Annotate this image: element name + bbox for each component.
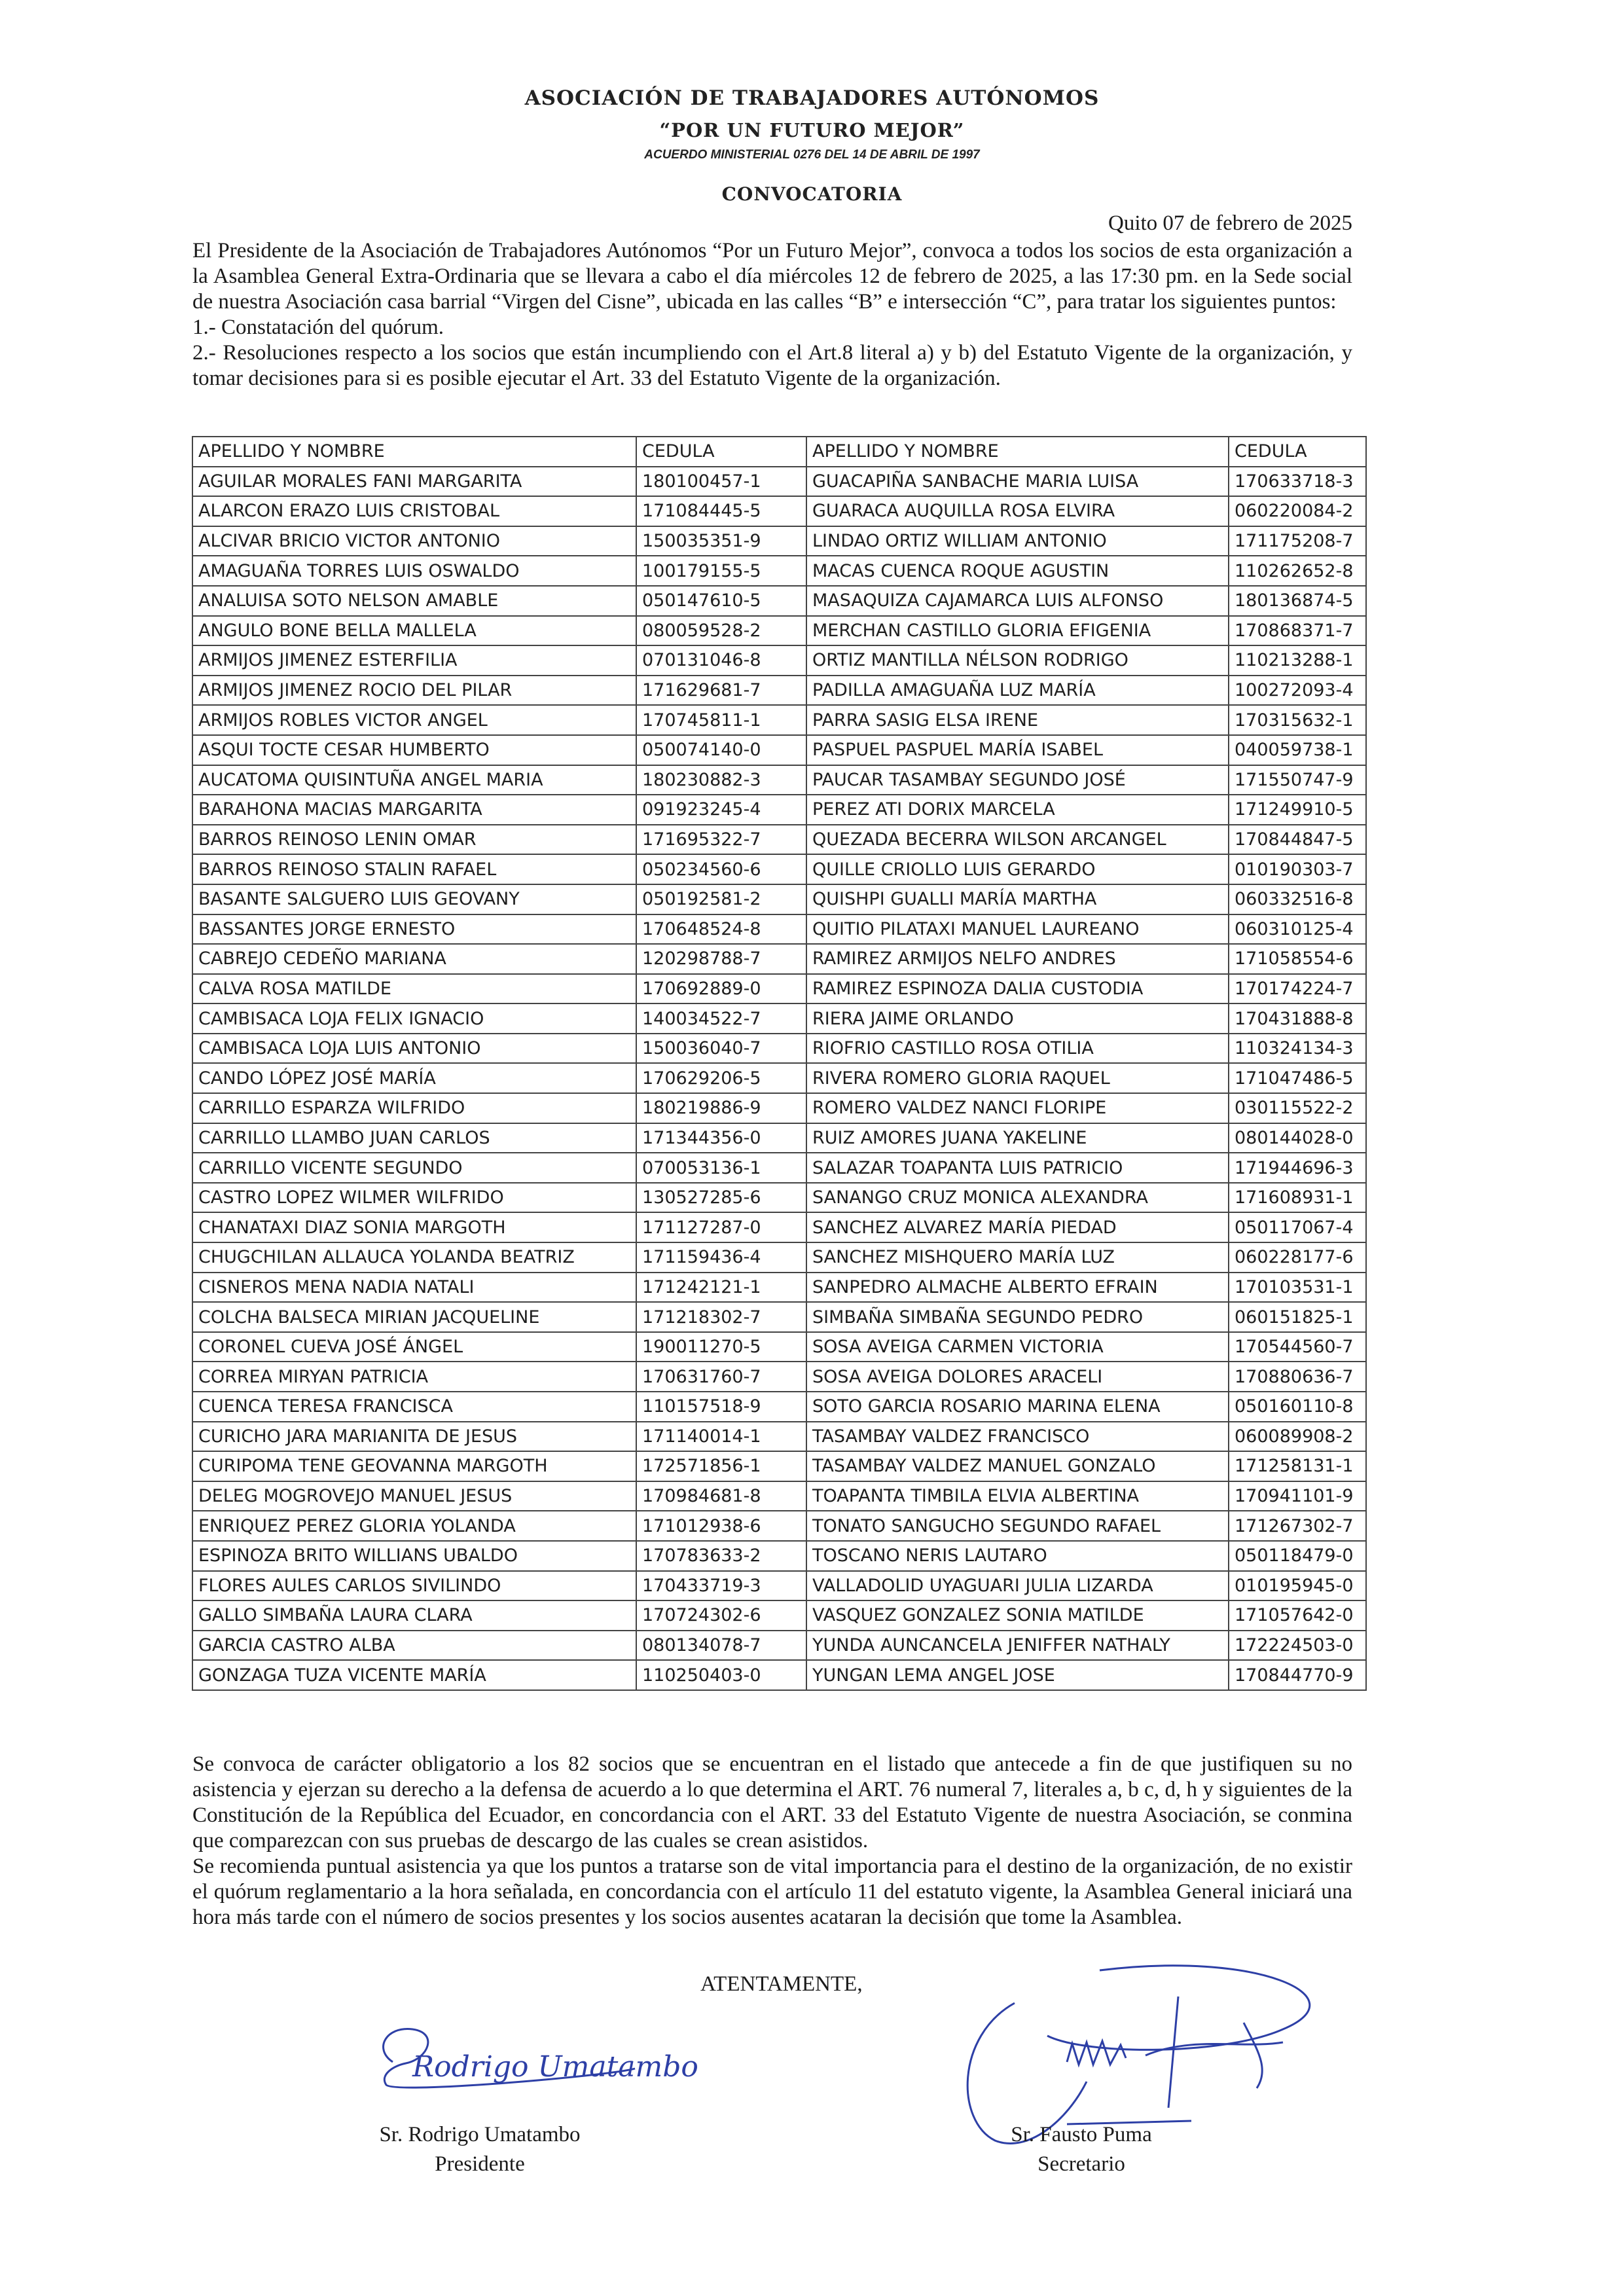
member-cedula-cell: 110324134-3 [1229,1034,1366,1064]
table-row [192,1003,1366,1034]
member-name-cell: ANGULO BONE BELLA MALLELA [192,616,636,646]
member-cedula-cell: 100179155-5 [636,556,806,586]
member-name-cell: RUIZ AMORES JUANA YAKELINE [806,1123,1229,1153]
member-cedula-cell: 171159436-4 [636,1242,806,1273]
member-name-cell: SOSA AVEIGA DOLORES ARACELI [806,1362,1229,1392]
member-name-cell: ALARCON ERAZO LUIS CRISTOBAL [192,496,636,526]
member-cedula-cell: 171267302-7 [1229,1511,1366,1541]
member-name-cell: CARRILLO ESPARZA WILFRIDO [192,1093,636,1123]
member-cedula-cell: 172571856-1 [636,1451,806,1481]
member-cedula-cell: 170433719-3 [636,1571,806,1601]
ministerial-agreement: ACUERDO MINISTERIAL 0276 DEL 14 DE ABRIL DE 1997 [644,148,980,162]
member-cedula-cell: 171012938-6 [636,1511,806,1541]
table-row [192,1123,1366,1153]
member-cedula-cell: 120298788-7 [636,944,806,974]
member-cedula-cell: 050234560-6 [636,854,806,884]
member-cedula-cell: 130527285-6 [636,1183,806,1213]
table-row [192,1392,1366,1422]
table-row [192,1600,1366,1631]
table-row [192,1422,1366,1452]
member-name-cell: SOSA AVEIGA CARMEN VICTORIA [806,1332,1229,1362]
member-name-cell: CALVA ROSA MATILDE [192,974,636,1004]
member-cedula-cell: 050147610-5 [636,586,806,616]
member-cedula-cell: 091923245-4 [636,795,806,825]
signatory-1-role: Presidente [435,2152,525,2176]
member-name-cell: ANALUISA SOTO NELSON AMABLE [192,586,636,616]
table-row [192,795,1366,825]
closing-paragraph-1: Se convoca de carácter obligatorio a los 82 socios que se encuentran en el listado que antecede a fin de que justifiquen su no asistencia y ejerzan su derecho a la defensa de acuerdo a lo que determina el ART. 76 numeral 7, literales a, b c, d, h y siguientes de la Constitución de la República del Ecuador, en concordancia con el ART. 33 del Estatuto Vigente de nuestra Asociación, se conmina que comparezcan con sus pruebas de descargo de las cuales se crean asistidos. [192,1752,1352,1852]
table-row [192,884,1366,914]
member-cedula-cell: 050160110-8 [1229,1392,1366,1422]
table-row [192,1302,1366,1332]
member-cedula-cell: 171242121-1 [636,1273,806,1303]
member-name-cell: PAUCAR TASAMBAY SEGUNDO JOSÉ [806,765,1229,795]
member-name-cell: VASQUEZ GONZALEZ SONIA MATILDE [806,1600,1229,1631]
member-name-cell: AUCATOMA QUISINTUÑA ANGEL MARIA [192,765,636,795]
member-cedula-cell: 180136874-5 [1229,586,1366,616]
member-cedula-cell: 170648524-8 [636,914,806,945]
member-cedula-cell: 060220084-2 [1229,496,1366,526]
signatory-2-role: Secretario [1038,2152,1125,2176]
member-name-cell: CISNEROS MENA NADIA NATALI [192,1273,636,1303]
member-name-cell: CHUGCHILAN ALLAUCA YOLANDA BEATRIZ [192,1242,636,1273]
member-name-cell: CURIPOMA TENE GEOVANNA MARGOTH [192,1451,636,1481]
member-cedula-cell: 180100457-1 [636,467,806,497]
member-cedula-cell: 110250403-0 [636,1660,806,1690]
member-name-cell: ARMIJOS JIMENEZ ROCIO DEL PILAR [192,676,636,706]
member-cedula-cell: 171629681-7 [636,676,806,706]
table-row [192,556,1366,586]
member-name-cell: CURICHO JARA MARIANITA DE JESUS [192,1422,636,1452]
member-cedula-cell: 110213288-1 [1229,645,1366,676]
member-name-cell: YUNGAN LEMA ANGEL JOSE [806,1660,1229,1690]
intro-paragraph: El Presidente de la Asociación de Trabajadores Autónomos “Por un Futuro Mejor”, convoca a todos los socios de esta organización a la Asamblea General Extra-Ordinaria que se llevara a cabo el día miércoles 12 de febrero de 2025, a las 17:30 pm. en la Sede social de nuestra Asociación casa barrial “Virgen del Cisne”, ubicada en las calles “B” e intersección “C”, para tratar los siguientes puntos: [192,239,1352,314]
column-header-name-1: APELLIDO Y NOMBRE [192,437,636,467]
member-cedula-cell: 170315632-1 [1229,705,1366,735]
table-row [192,944,1366,974]
agenda-point-1: 1.- Constatación del quórum. [192,316,444,339]
member-cedula-cell: 050117067-4 [1229,1212,1366,1242]
member-name-cell: SALAZAR TOAPANTA LUIS PATRICIO [806,1153,1229,1183]
member-cedula-cell: 171047486-5 [1229,1063,1366,1093]
member-name-cell: TASAMBAY VALDEZ MANUEL GONZALO [806,1451,1229,1481]
member-cedula-cell: 171258131-1 [1229,1451,1366,1481]
member-cedula-cell: 170724302-6 [636,1600,806,1631]
member-cedula-cell: 080134078-7 [636,1631,806,1661]
member-cedula-cell: 050074140-0 [636,735,806,765]
member-name-cell: CANDO LÓPEZ JOSÉ MARÍA [192,1063,636,1093]
table-row [192,765,1366,795]
member-cedula-cell: 171175208-7 [1229,526,1366,556]
table-row [192,1511,1366,1541]
member-name-cell: PADILLA AMAGUAÑA LUZ MARÍA [806,676,1229,706]
member-cedula-cell: 170745811-1 [636,705,806,735]
member-cedula-cell: 170941101-9 [1229,1481,1366,1511]
member-cedula-cell: 171140014-1 [636,1422,806,1452]
signature-president-text: Rodrigo Umatambo [412,2050,698,2084]
member-cedula-cell: 171058554-6 [1229,944,1366,974]
member-name-cell: MERCHAN CASTILLO GLORIA EFIGENIA [806,616,1229,646]
member-name-cell: ENRIQUEZ PEREZ GLORIA YOLANDA [192,1511,636,1541]
member-name-cell: SANANGO CRUZ MONICA ALEXANDRA [806,1183,1229,1213]
members-table-body [192,467,1366,1690]
member-cedula-cell: 060332516-8 [1229,884,1366,914]
member-name-cell: GALLO SIMBAÑA LAURA CLARA [192,1600,636,1631]
member-name-cell: LINDAO ORTIZ WILLIAM ANTONIO [806,526,1229,556]
member-name-cell: QUILLE CRIOLLO LUIS GERARDO [806,854,1229,884]
sign-off: ATENTAMENTE, [700,1972,863,1996]
member-cedula-cell: 171550747-9 [1229,765,1366,795]
member-cedula-cell: 170629206-5 [636,1063,806,1093]
member-cedula-cell: 060151825-1 [1229,1302,1366,1332]
member-cedula-cell: 172224503-0 [1229,1631,1366,1661]
member-name-cell: PEREZ ATI DORIX MARCELA [806,795,1229,825]
member-name-cell: SANPEDRO ALMACHE ALBERTO EFRAIN [806,1273,1229,1303]
table-row [192,467,1366,497]
table-row [192,1212,1366,1242]
member-cedula-cell: 170868371-7 [1229,616,1366,646]
member-name-cell: SANCHEZ ALVAREZ MARÍA PIEDAD [806,1212,1229,1242]
member-name-cell: RAMIREZ ESPINOZA DALIA CUSTODIA [806,974,1229,1004]
member-name-cell: CABREJO CEDEÑO MARIANA [192,944,636,974]
column-header-name-2: APELLIDO Y NOMBRE [806,437,1229,467]
closing-paragraph-2: Se recomienda puntual asistencia ya que los puntos a tratarse son de vital importancia para el destino de la organización, de no existir el quórum reglamentario a la hora señalada, en concordancia con el artículo 11 del estatuto vigente, la Asamblea General iniciará una hora más tarde con el número de socios presentes y los socios ausentes acataran la decisión que tome la Asamblea. [192,1854,1352,1929]
table-row [192,676,1366,706]
member-cedula-cell: 010195945-0 [1229,1571,1366,1601]
member-name-cell: ARMIJOS ROBLES VICTOR ANGEL [192,705,636,735]
member-name-cell: BARROS REINOSO LENIN OMAR [192,825,636,855]
member-cedula-cell: 171695322-7 [636,825,806,855]
table-row [192,586,1366,616]
document-title: CONVOCATORIA [721,183,903,205]
member-name-cell: ROMERO VALDEZ NANCI FLORIPE [806,1093,1229,1123]
member-cedula-cell: 171084445-5 [636,496,806,526]
member-name-cell: CARRILLO LLAMBO JUAN CARLOS [192,1123,636,1153]
closing-section [192,1752,1352,1930]
member-name-cell: ESPINOZA BRITO WILLIANS UBALDO [192,1541,636,1571]
table-header-row [192,437,1366,467]
member-name-cell: CORONEL CUEVA JOSÉ ÁNGEL [192,1332,636,1362]
member-cedula-cell: 100272093-4 [1229,676,1366,706]
member-name-cell: BARAHONA MACIAS MARGARITA [192,795,636,825]
member-name-cell: ORTIZ MANTILLA NÉLSON RODRIGO [806,645,1229,676]
member-cedula-cell: 171249910-5 [1229,795,1366,825]
member-cedula-cell: 060228177-6 [1229,1242,1366,1273]
member-name-cell: VALLADOLID UYAGUARI JULIA LIZARDA [806,1571,1229,1601]
member-name-cell: TONATO SANGUCHO SEGUNDO RAFAEL [806,1511,1229,1541]
member-cedula-cell: 010190303-7 [1229,854,1366,884]
table-row [192,1631,1366,1661]
agenda-point-2: 2.- Resoluciones respecto a los socios que están incumpliendo con el Art.8 literal a) y b) del Estatuto Vigente de la organización, y tomar decisiones para si es posible ejecutar el Art. 33 del Estatuto Vigente de la organización. [192,341,1352,390]
member-cedula-cell: 150036040-7 [636,1034,806,1064]
member-name-cell: CASTRO LOPEZ WILMER WILFRIDO [192,1183,636,1213]
member-name-cell: TOSCANO NERIS LAUTARO [806,1541,1229,1571]
member-cedula-cell: 171127287-0 [636,1212,806,1242]
member-name-cell: BARROS REINOSO STALIN RAFAEL [192,854,636,884]
table-row [192,1541,1366,1571]
member-name-cell: AMAGUAÑA TORRES LUIS OSWALDO [192,556,636,586]
member-cedula-cell: 171057642-0 [1229,1600,1366,1631]
table-row [192,1153,1366,1183]
member-cedula-cell: 050118479-0 [1229,1541,1366,1571]
member-name-cell: DELEG MOGROVEJO MANUEL JESUS [192,1481,636,1511]
member-name-cell: GARCIA CASTRO ALBA [192,1631,636,1661]
date-line: Quito 07 de febrero de 2025 [1108,211,1352,235]
member-name-cell: ASQUI TOCTE CESAR HUMBERTO [192,735,636,765]
table-row [192,1063,1366,1093]
member-cedula-cell: 170633718-3 [1229,467,1366,497]
table-row [192,1332,1366,1362]
table-row [192,616,1366,646]
member-cedula-cell: 171608931-1 [1229,1183,1366,1213]
member-name-cell: SANCHEZ MISHQUERO MARÍA LUZ [806,1242,1229,1273]
member-cedula-cell: 171344356-0 [636,1123,806,1153]
member-name-cell: GUACAPIÑA SANBACHE MARIA LUISA [806,467,1229,497]
member-name-cell: TOAPANTA TIMBILA ELVIA ALBERTINA [806,1481,1229,1511]
member-cedula-cell: 080144028-0 [1229,1123,1366,1153]
member-cedula-cell: 080059528-2 [636,616,806,646]
organization-motto: “POR UN FUTURO MEJOR” [659,119,965,141]
member-name-cell: RIVERA ROMERO GLORIA RAQUEL [806,1063,1229,1093]
member-name-cell: QUITIO PILATAXI MANUEL LAUREANO [806,914,1229,945]
member-cedula-cell: 170692889-0 [636,974,806,1004]
member-cedula-cell: 140034522-7 [636,1003,806,1034]
table-row [192,645,1366,676]
member-name-cell: MASAQUIZA CAJAMARCA LUIS ALFONSO [806,586,1229,616]
table-row [192,526,1366,556]
member-cedula-cell: 110157518-9 [636,1392,806,1422]
member-name-cell: RAMIREZ ARMIJOS NELFO ANDRES [806,944,1229,974]
member-cedula-cell: 170174224-7 [1229,974,1366,1004]
member-name-cell: RIERA JAIME ORLANDO [806,1003,1229,1034]
organization-name: ASOCIACIÓN DE TRABAJADORES AUTÓNOMOS [524,86,1100,110]
member-cedula-cell: 170431888-8 [1229,1003,1366,1034]
signature-president [367,2023,698,2095]
member-cedula-cell: 170631760-7 [636,1362,806,1392]
member-cedula-cell: 060089908-2 [1229,1422,1366,1452]
member-name-cell: CAMBISACA LOJA LUIS ANTONIO [192,1034,636,1064]
member-name-cell: PARRA SASIG ELSA IRENE [806,705,1229,735]
member-name-cell: FLORES AULES CARLOS SIVILINDO [192,1571,636,1601]
table-row [192,914,1366,945]
member-cedula-cell: 171218302-7 [636,1302,806,1332]
table-row [192,825,1366,855]
table-row [192,1242,1366,1273]
member-cedula-cell: 170544560-7 [1229,1332,1366,1362]
member-name-cell: CAMBISACA LOJA FELIX IGNACIO [192,1003,636,1034]
member-name-cell: COLCHA BALSECA MIRIAN JACQUELINE [192,1302,636,1332]
member-name-cell: GUARACA AUQUILLA ROSA ELVIRA [806,496,1229,526]
intro-section [192,238,1352,391]
table-row [192,1093,1366,1123]
table-row [192,705,1366,735]
member-cedula-cell: 170984681-8 [636,1481,806,1511]
member-cedula-cell: 070053136-1 [636,1153,806,1183]
table-row [192,974,1366,1004]
member-name-cell: AGUILAR MORALES FANI MARGARITA [192,467,636,497]
member-cedula-cell: 050192581-2 [636,884,806,914]
member-name-cell: BASANTE SALGUERO LUIS GEOVANY [192,884,636,914]
column-header-cedula-2: CEDULA [1229,437,1366,467]
member-name-cell: BASSANTES JORGE ERNESTO [192,914,636,945]
member-cedula-cell: 171944696-3 [1229,1153,1366,1183]
member-cedula-cell: 170844770-9 [1229,1660,1366,1690]
signatory-1-name: Sr. Rodrigo Umatambo [379,2123,581,2146]
member-name-cell: CARRILLO VICENTE SEGUNDO [192,1153,636,1183]
member-name-cell: QUISHPI GUALLI MARÍA MARTHA [806,884,1229,914]
member-cedula-cell: 180219886-9 [636,1093,806,1123]
table-row [192,496,1366,526]
member-name-cell: QUEZADA BECERRA WILSON ARCANGEL [806,825,1229,855]
member-name-cell: SIMBAÑA SIMBAÑA SEGUNDO PEDRO [806,1302,1229,1332]
members-table [192,436,1367,1691]
member-cedula-cell: 170103531-1 [1229,1273,1366,1303]
member-cedula-cell: 040059738-1 [1229,735,1366,765]
member-cedula-cell: 180230882-3 [636,765,806,795]
table-row [192,1451,1366,1481]
member-cedula-cell: 060310125-4 [1229,914,1366,945]
table-row [192,854,1366,884]
column-header-cedula-1: CEDULA [636,437,806,467]
member-cedula-cell: 170783633-2 [636,1541,806,1571]
signatory-2-name: Sr. Fausto Puma [1011,2123,1152,2146]
member-name-cell: CUENCA TERESA FRANCISCA [192,1392,636,1422]
table-row [192,1273,1366,1303]
member-name-cell: ALCIVAR BRICIO VICTOR ANTONIO [192,526,636,556]
table-row [192,1571,1366,1601]
member-name-cell: MACAS CUENCA ROQUE AGUSTIN [806,556,1229,586]
table-row [192,1362,1366,1392]
member-cedula-cell: 170880636-7 [1229,1362,1366,1392]
member-cedula-cell: 070131046-8 [636,645,806,676]
member-name-cell: SOTO GARCIA ROSARIO MARINA ELENA [806,1392,1229,1422]
member-name-cell: GONZAGA TUZA VICENTE MARÍA [192,1660,636,1690]
table-row [192,1481,1366,1511]
member-cedula-cell: 170844847-5 [1229,825,1366,855]
member-cedula-cell: 110262652-8 [1229,556,1366,586]
member-name-cell: ARMIJOS JIMENEZ ESTERFILIA [192,645,636,676]
member-name-cell: TASAMBAY VALDEZ FRANCISCO [806,1422,1229,1452]
member-name-cell: CHANATAXI DIAZ SONIA MARGOTH [192,1212,636,1242]
member-cedula-cell: 190011270-5 [636,1332,806,1362]
member-name-cell: RIOFRIO CASTILLO ROSA OTILIA [806,1034,1229,1064]
table-row [192,1183,1366,1213]
member-cedula-cell: 030115522-2 [1229,1093,1366,1123]
member-name-cell: YUNDA AUNCANCELA JENIFFER NATHALY [806,1631,1229,1661]
table-row [192,735,1366,765]
table-row [192,1034,1366,1064]
table-row [192,1660,1366,1690]
member-cedula-cell: 150035351-9 [636,526,806,556]
member-name-cell: CORREA MIRYAN PATRICIA [192,1362,636,1392]
member-name-cell: PASPUEL PASPUEL MARÍA ISABEL [806,735,1229,765]
